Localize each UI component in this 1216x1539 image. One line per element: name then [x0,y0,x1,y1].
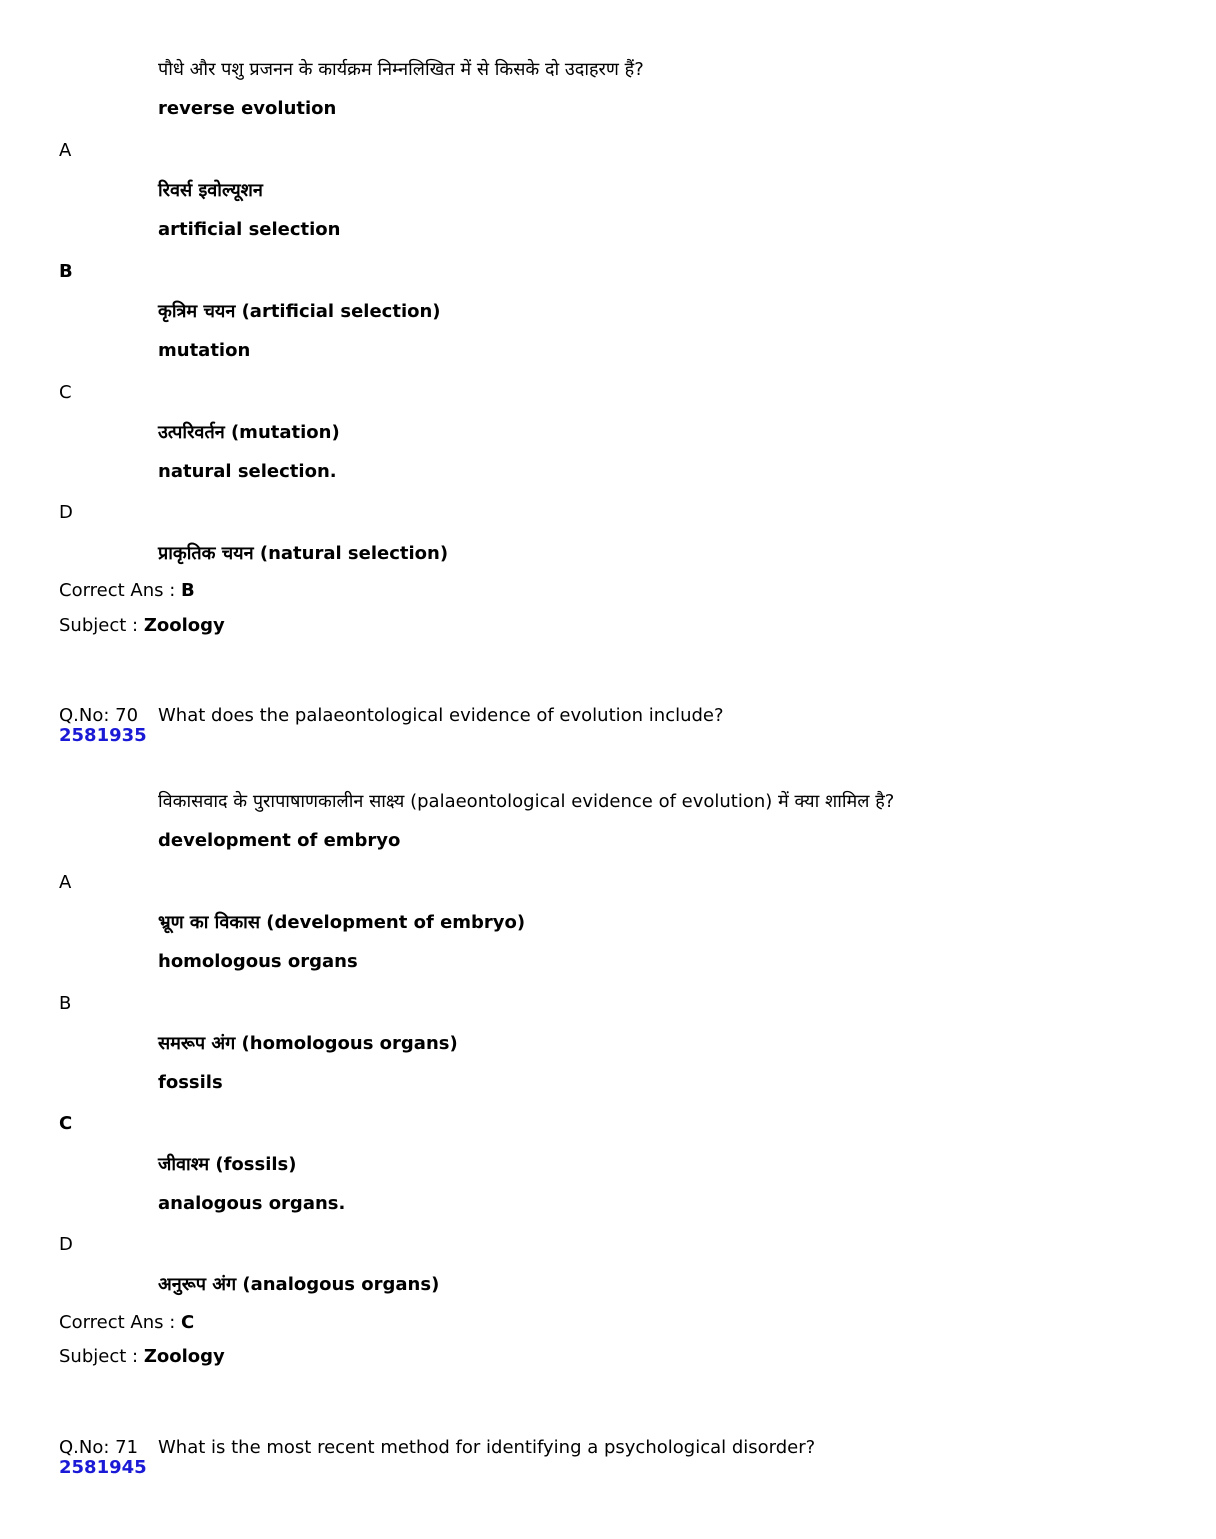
q69-hindi-question: पौधे और पशु प्रजनन के कार्यक्रम निम्नलिखित में से किसके दो उदाहरण हैं? [158,59,644,80]
q69-option-d-hindi: प्राकृतिक चयन (natural selection) [158,543,449,564]
q70-subject [59,1346,225,1368]
q69-option-b-english: artificial selection [158,219,341,240]
q70-option-a-english: development of embryo [158,830,401,851]
q70-option-c-english: fossils [158,1072,223,1093]
q70-option-b-english: homologous organs [158,951,358,972]
q69-option-b-letter: B [59,261,73,282]
correct-answer-value: B [181,580,195,601]
q69-subject [59,615,225,637]
q71-number: Q.No: 71 [59,1437,139,1458]
q69-option-c-hindi: उत्परिवर्तन (mutation) [158,422,340,443]
q69-correct-answer [59,580,195,602]
q70-option-d-hindi: अनुरूप अंग (analogous organs) [158,1274,440,1295]
q70-question: What does the palaeontological evidence of evolution include? [158,705,724,726]
correct-answer-label: Correct Ans : [59,580,176,601]
q69-option-d-english: natural selection. [158,461,337,482]
q70-option-d-english: analogous organs. [158,1193,346,1214]
q70-option-c-letter: C [59,1113,73,1134]
q69-option-c-english: mutation [158,340,251,361]
subject-label: Subject : [59,615,139,636]
q70-number: Q.No: 70 [59,705,139,726]
q70-option-a-hindi: भ्रूण का विकास (development of embryo) [158,912,526,933]
q70-option-b-letter: B [59,993,72,1014]
correct-answer-value: C [181,1312,195,1333]
q71-question: What is the most recent method for identifying a psychological disorder? [158,1437,816,1458]
q70-hindi-question: विकासवाद के पुरापाषाणकालीन साक्ष्य (palaeontological evidence of evolution) में क्या शामिल है? [158,791,895,812]
q70-option-b-hindi: समरूप अंग (homologous organs) [158,1033,458,1054]
subject-value: Zoology [143,615,225,636]
q69-option-a-letter: A [59,140,72,161]
q69-option-a-hindi: रिवर्स इवोल्यूशन [158,180,263,201]
q70-id: 2581935 [59,725,147,746]
q70-option-d-letter: D [59,1234,73,1255]
q70-correct-answer [59,1312,194,1334]
q69-option-a-english: reverse evolution [158,98,337,119]
q69-option-b-hindi: कृत्रिम चयन (artificial selection) [158,301,441,322]
q70-option-c-hindi: जीवाश्म (fossils) [158,1154,297,1175]
q69-option-d-letter: D [59,502,73,523]
q69-option-c-letter: C [59,382,72,403]
q71-id: 2581945 [59,1457,147,1478]
correct-answer-label: Correct Ans : [59,1312,176,1333]
subject-label: Subject : [59,1346,139,1367]
q70-option-a-letter: A [59,872,72,893]
subject-value: Zoology [143,1346,225,1367]
